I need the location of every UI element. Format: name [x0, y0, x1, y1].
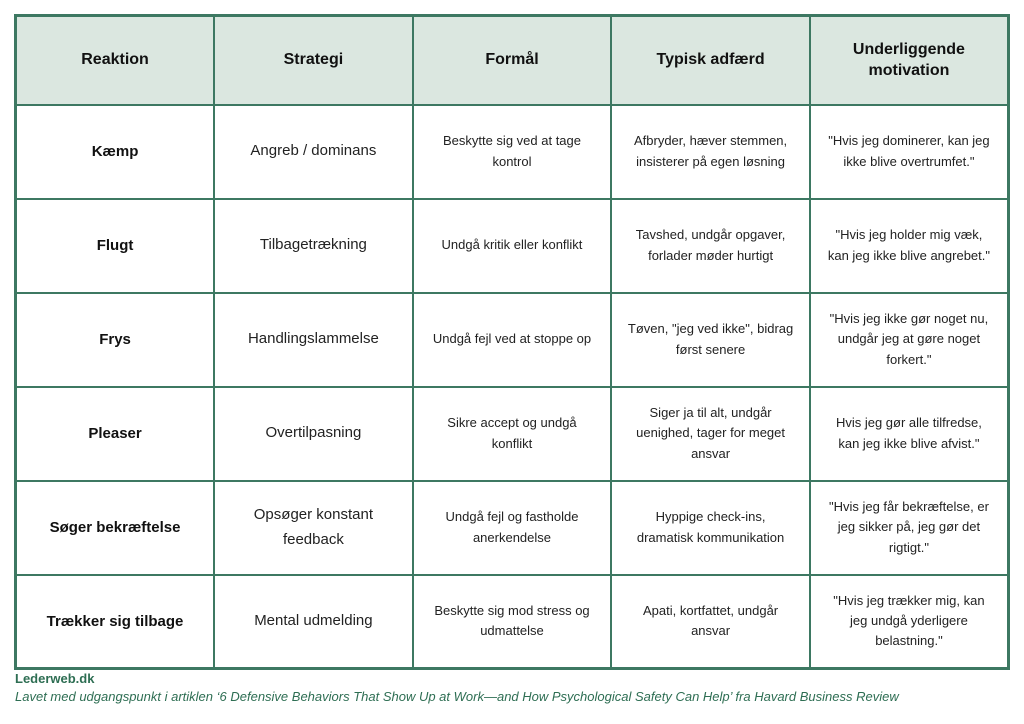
cell-typisk-adfaerd: Hyppige check-ins, dramatisk kommunikation: [611, 481, 810, 575]
column-header-strategi: Strategi: [214, 16, 413, 105]
cell-motivation: "Hvis jeg får bekræftelse, er jeg sikker på, jeg gør det rigtigt.": [810, 481, 1009, 575]
table-row-flugt: [16, 199, 1009, 293]
defensive-behaviors-table: [14, 14, 1010, 670]
cell-formaal: Undgå fejl og fastholde anerkendelse: [413, 481, 612, 575]
cell-strategi: Overtilpasning: [214, 387, 413, 481]
cell-formaal: Beskytte sig ved at tage kontrol: [413, 105, 612, 199]
cell-reaktion: Søger bekræftelse: [16, 481, 215, 575]
cell-typisk-adfaerd: Tøven, "jeg ved ikke", bidrag først senere: [611, 293, 810, 387]
cell-strategi: Tilbagetrækning: [214, 199, 413, 293]
table-header-row: [16, 16, 1009, 105]
cell-typisk-adfaerd: Apati, kortfattet, undgår ansvar: [611, 575, 810, 669]
cell-reaktion: Flugt: [16, 199, 215, 293]
cell-motivation: Hvis jeg gør alle tilfredse, kan jeg ikke blive afvist.": [810, 387, 1009, 481]
cell-formaal: Sikre accept og undgå konflikt: [413, 387, 612, 481]
cell-typisk-adfaerd: Siger ja til alt, undgår uenighed, tager for meget ansvar: [611, 387, 810, 481]
cell-formaal: Undgå fejl ved at stoppe op: [413, 293, 612, 387]
table-row-soeger-bekraeftelse: [16, 481, 1009, 575]
cell-motivation: "Hvis jeg holder mig væk, kan jeg ikke blive angrebet.": [810, 199, 1009, 293]
table-row-frys: [16, 293, 1009, 387]
cell-reaktion: Trækker sig tilbage: [16, 575, 215, 669]
column-header-underliggende-motivation: Underliggende motivation: [810, 16, 1009, 105]
column-header-formaal: Formål: [413, 16, 612, 105]
cell-strategi: Handlingslammelse: [214, 293, 413, 387]
attribution-text: Lavet med udgangspunkt i artiklen ‘6 Defensive Behaviors That Show Up at Work—and How Psychological Safety Can Help’ fra Havard Business Review: [15, 689, 899, 704]
table-row-pleaser: [16, 387, 1009, 481]
column-header-reaktion: Reaktion: [16, 16, 215, 105]
table-row-kaemp: [16, 105, 1009, 199]
cell-motivation: "Hvis jeg ikke gør noget nu, undgår jeg at gøre noget forkert.": [810, 293, 1009, 387]
source-label: Lederweb.dk: [15, 671, 95, 686]
cell-motivation: "Hvis jeg trækker mig, kan jeg undgå yderligere belastning.": [810, 575, 1009, 669]
footer: [15, 671, 1015, 704]
table-row-traekker-sig-tilbage: [16, 575, 1009, 669]
cell-reaktion: Pleaser: [16, 387, 215, 481]
column-header-typisk-adfaerd: Typisk adfærd: [611, 16, 810, 105]
cell-reaktion: Frys: [16, 293, 215, 387]
cell-strategi: Opsøger konstant feedback: [214, 481, 413, 575]
cell-reaktion: Kæmp: [16, 105, 215, 199]
cell-typisk-adfaerd: Afbryder, hæver stemmen, insisterer på egen løsning: [611, 105, 810, 199]
cell-motivation: "Hvis jeg dominerer, kan jeg ikke blive overtrumfet.": [810, 105, 1009, 199]
cell-typisk-adfaerd: Tavshed, undgår opgaver, forlader møder hurtigt: [611, 199, 810, 293]
cell-formaal: Undgå kritik eller konflikt: [413, 199, 612, 293]
cell-strategi: Mental udmelding: [214, 575, 413, 669]
cell-formaal: Beskytte sig mod stress og udmattelse: [413, 575, 612, 669]
cell-strategi: Angreb / dominans: [214, 105, 413, 199]
